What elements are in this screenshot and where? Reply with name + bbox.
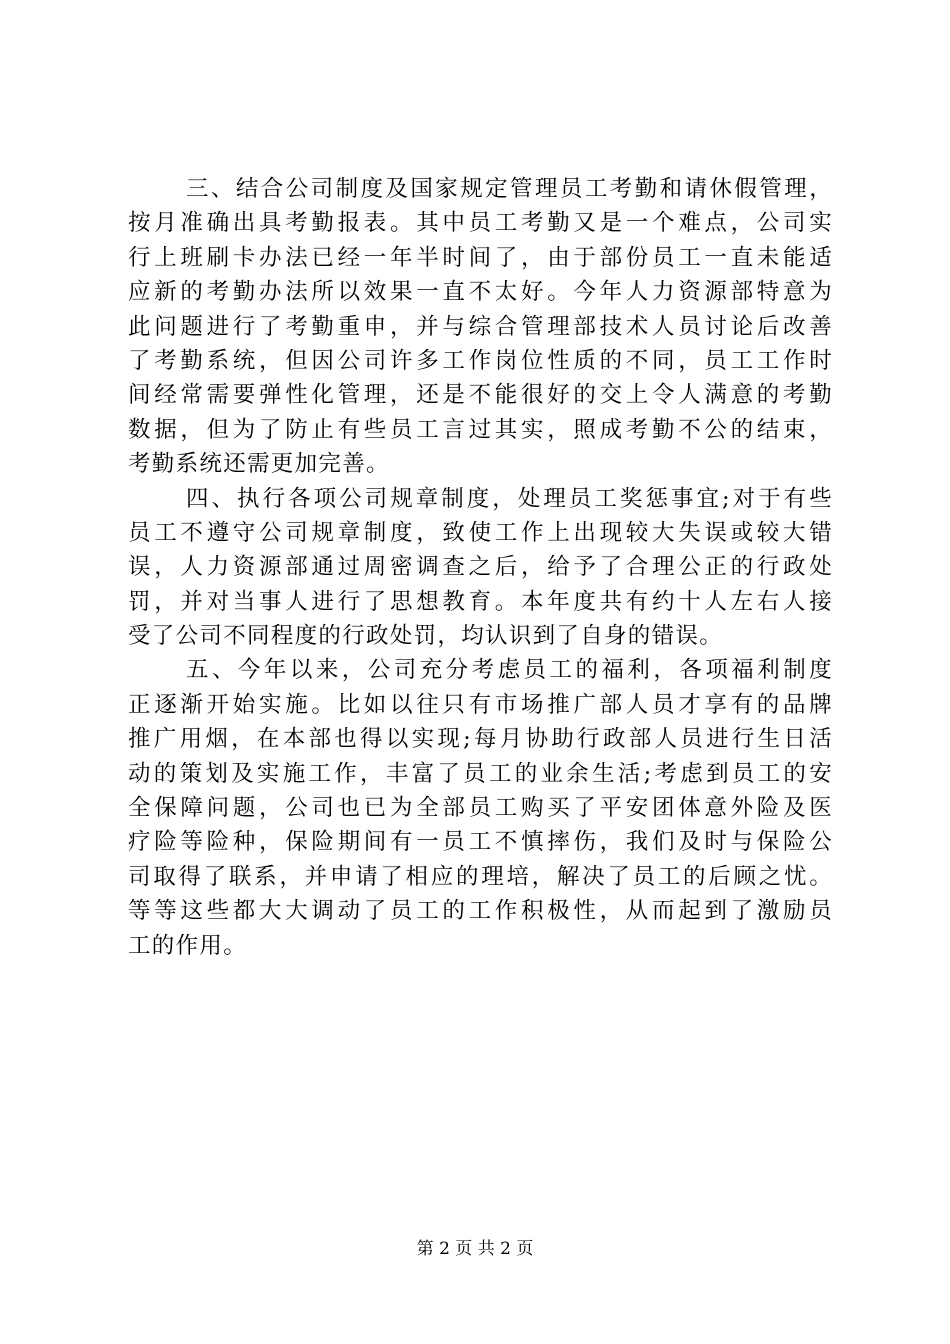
page-number-label: 第 2 页 共 2 页 [416, 1239, 534, 1259]
paragraph-3-line-3: 推广用烟，在本部也得以实现;每月协助行政部人员进行生日活 [128, 726, 833, 753]
paragraph-3-line-2: 正逐渐开始实施。比如以往只有市场推广部人员才享有的品牌 [128, 691, 833, 718]
paragraph-1-line-2: 按月准确出具考勤报表。其中员工考勤又是一个难点，公司实 [128, 210, 833, 237]
paragraph-2-line-5: 受了公司不同程度的行政处罚，均认识到了自身的错误。 [128, 623, 724, 650]
document-body [128, 172, 833, 963]
paragraph-1-line-9: 考勤系统还需更加完善。 [128, 451, 390, 478]
paragraph-2-line-2: 员工不遵守公司规章制度，致使工作上出现较大失误或较大错 [128, 519, 833, 546]
paragraph-1-line-8: 数据，但为了防止有些员工言过其实，照成考勤不公的结束， [128, 416, 833, 443]
paragraph-3-line-7: 司取得了联系，并申请了相应的理培，解决了员工的后顾之忧。 [128, 863, 833, 890]
page-footer [0, 1238, 950, 1260]
paragraph-1-line-6: 了考勤系统，但因公司许多工作岗位性质的不同，员工工作时 [128, 347, 833, 374]
paragraph-1-line-1: 三、结合公司制度及国家规定管理员工考勤和请休假管理， [186, 176, 833, 202]
paragraph-1-line-5: 此问题进行了考勤重申，并与综合管理部技术人员讨论后改善 [128, 313, 833, 340]
paragraph-2-line-1: 四、执行各项公司规章制度，处理员工奖惩事宜;对于有些 [186, 485, 833, 512]
paragraph-1-line-7: 间经常需要弹性化管理，还是不能很好的交上令人满意的考勤 [128, 382, 833, 409]
paragraph-2-line-3: 误，人力资源部通过周密调查之后，给予了合理公正的行政处 [128, 554, 833, 581]
paragraph-1-line-3: 行上班刷卡办法已经一年半时间了，由于部份员工一直未能适 [128, 244, 833, 271]
paragraph-1-line-4: 应新的考勤办法所以效果一直不太好。今年人力资源部特意为 [128, 279, 833, 306]
paragraph-3-line-4: 动的策划及实施工作，丰富了员工的业余生活;考虑到员工的安 [128, 760, 833, 787]
paragraph-3-line-1: 五、今年以来，公司充分考虑员工的福利，各项福利制度 [186, 657, 833, 684]
paragraph-3-line-5: 全保障问题，公司也已为全部员工购买了平安团体意外险及医 [128, 795, 833, 822]
paragraph-3-line-9: 工的作用。 [128, 932, 248, 959]
paragraph-2-line-4: 罚，并对当事人进行了思想教育。本年度共有约十人左右人接 [128, 588, 833, 615]
paragraph-3-line-6: 疗险等险种，保险期间有一员工不慎摔伤，我们及时与保险公 [128, 829, 833, 856]
paragraph-3-line-8: 等等这些都大大调动了员工的工作积极性，从而起到了激励员 [128, 898, 833, 925]
